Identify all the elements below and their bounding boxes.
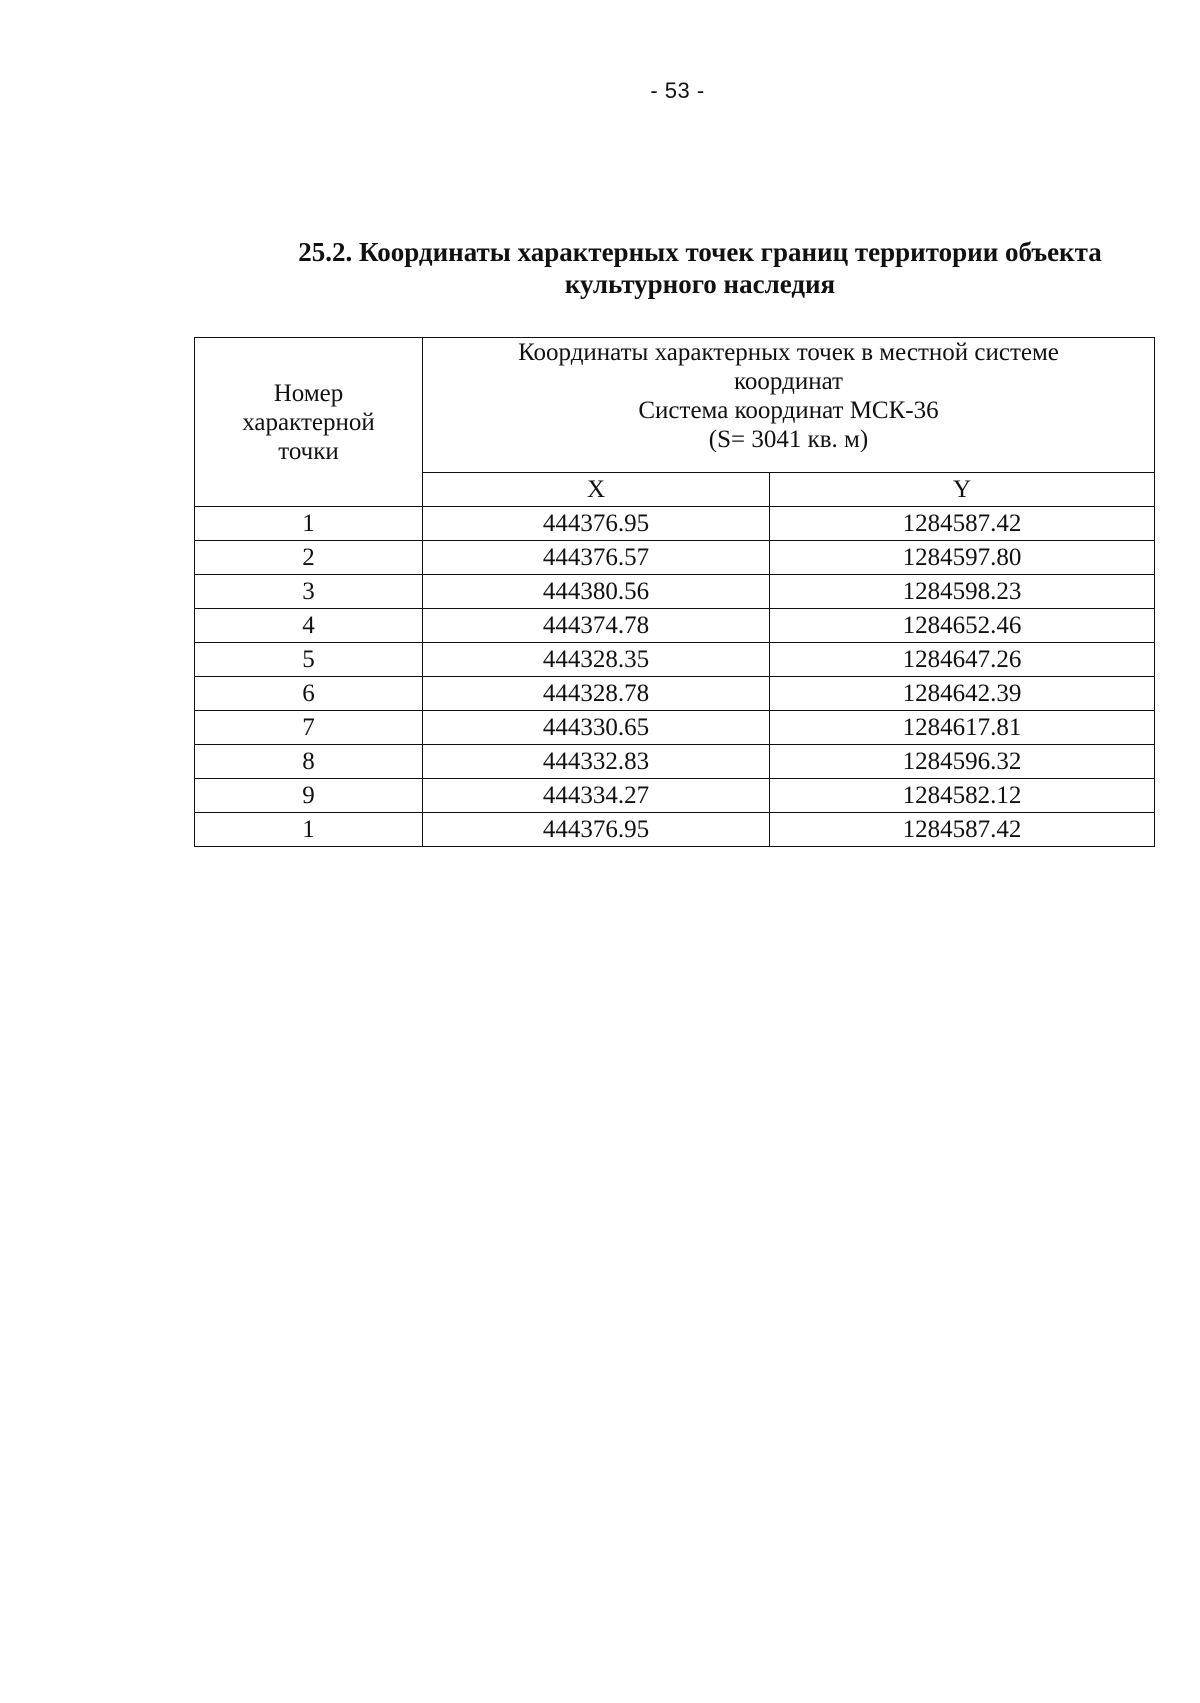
header-point-number-line: точки (278, 437, 339, 465)
section-title-line-2: культурного наследия (564, 269, 836, 299)
header-coordinates-line: координат (734, 368, 843, 395)
header-point-number-line: характерной (242, 408, 375, 436)
cell-x: 444380.56 (423, 575, 770, 609)
cell-num: 4 (195, 609, 423, 643)
section-title-line-1: 25.2. Координаты характерных точек границ территории объекта (298, 237, 1102, 267)
cell-num: 7 (195, 711, 423, 745)
cell-x: 444376.57 (423, 541, 770, 575)
table-row (195, 813, 1155, 847)
cell-num: 1 (195, 507, 423, 541)
header-point-number-line: Номер (273, 379, 344, 407)
cell-y: 1284598.23 (770, 575, 1155, 609)
cell-num: 2 (195, 541, 423, 575)
cell-y: 1284652.46 (770, 609, 1155, 643)
table-row (195, 541, 1155, 575)
table-row (195, 643, 1155, 677)
table-row (195, 677, 1155, 711)
cell-x: 444374.78 (423, 609, 770, 643)
table-row (195, 609, 1155, 643)
cell-y: 1284582.12 (770, 779, 1155, 813)
section-title (250, 236, 1150, 300)
table-row (195, 711, 1155, 745)
cell-y: 1284596.32 (770, 745, 1155, 779)
cell-num: 9 (195, 779, 423, 813)
table-row (195, 507, 1155, 541)
coordinates-table (194, 337, 1155, 847)
cell-x: 444328.78 (423, 677, 770, 711)
cell-y: 1284617.81 (770, 711, 1155, 745)
cell-x: 444334.27 (423, 779, 770, 813)
coordinates-table-body (195, 507, 1155, 847)
header-point-number (195, 338, 423, 507)
table-row (195, 779, 1155, 813)
cell-x: 444376.95 (423, 813, 770, 847)
page-number: - 53 - (650, 78, 705, 103)
header-coordinates-line: Система координат МСК-36 (638, 397, 939, 424)
cell-x: 444332.83 (423, 745, 770, 779)
header-y: Y (770, 472, 1155, 506)
header-coordinates (423, 338, 1155, 473)
table-row (195, 575, 1155, 609)
cell-num: 8 (195, 745, 423, 779)
cell-y: 1284597.80 (770, 541, 1155, 575)
header-coordinates-line: Координаты характерных точек в местной системе (518, 339, 1059, 366)
header-coordinates-line: (S= 3041 кв. м) (708, 426, 869, 453)
cell-y: 1284587.42 (770, 813, 1155, 847)
cell-x: 444330.65 (423, 711, 770, 745)
cell-num: 3 (195, 575, 423, 609)
cell-y: 1284647.26 (770, 643, 1155, 677)
table-row (195, 745, 1155, 779)
cell-y: 1284642.39 (770, 677, 1155, 711)
header-x: X (423, 472, 770, 506)
cell-x: 444328.35 (423, 643, 770, 677)
cell-x: 444376.95 (423, 507, 770, 541)
cell-num: 1 (195, 813, 423, 847)
cell-y: 1284587.42 (770, 507, 1155, 541)
cell-num: 5 (195, 643, 423, 677)
cell-num: 6 (195, 677, 423, 711)
